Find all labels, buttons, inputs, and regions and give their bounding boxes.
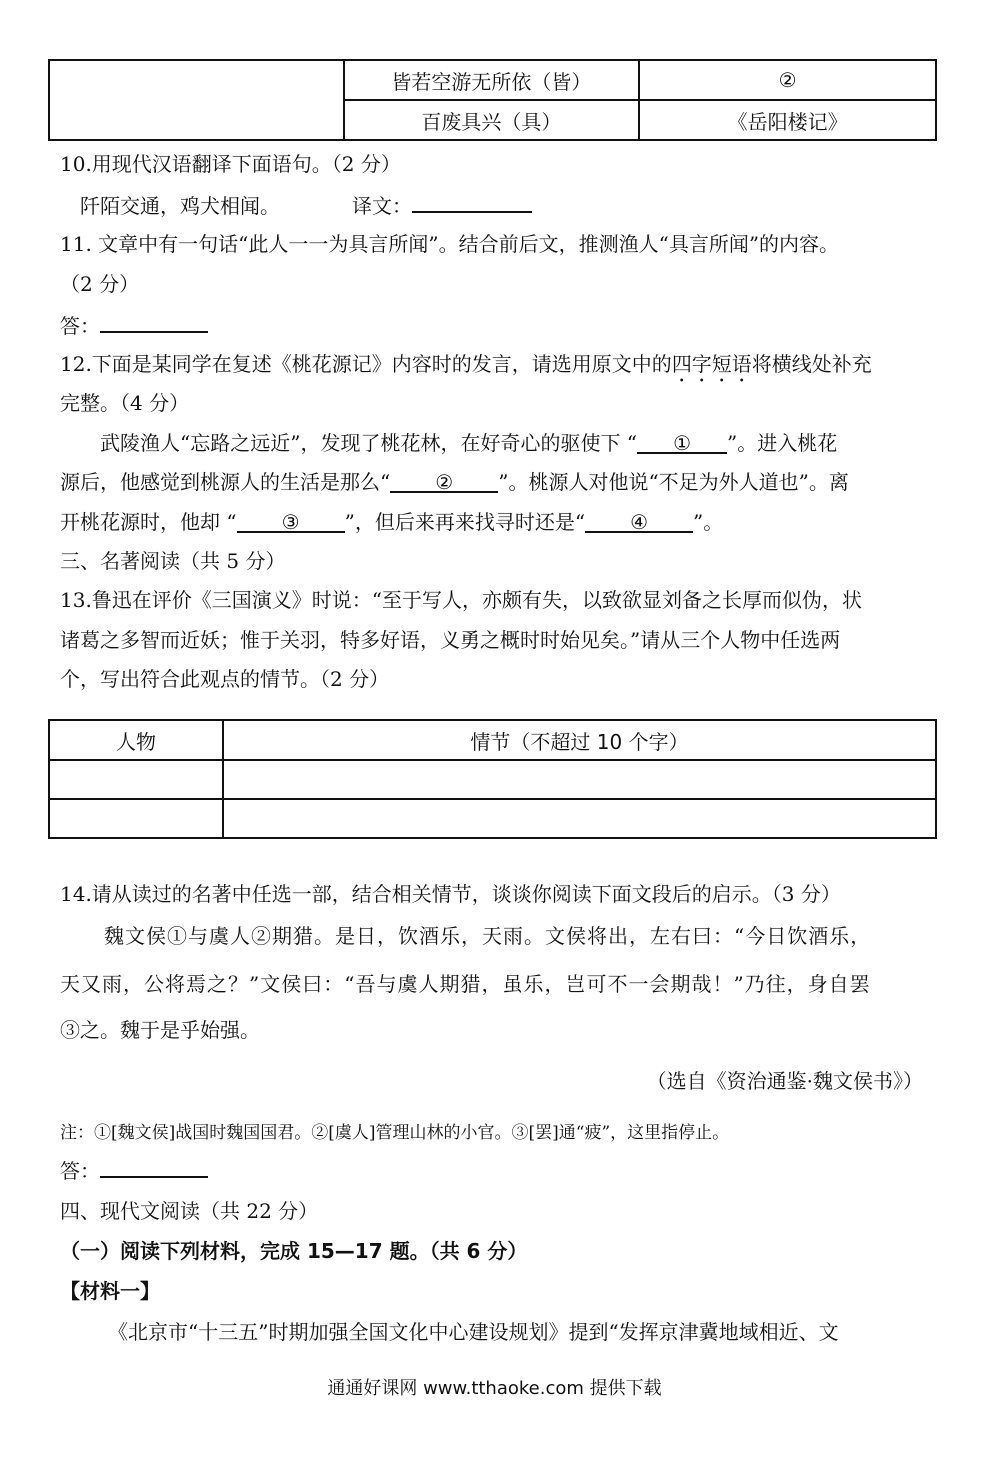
- q12-text: ”。进入桃花: [727, 431, 838, 455]
- top-table-cell: 《岳阳楼记》: [639, 100, 936, 140]
- top-table-cell: ②: [639, 60, 936, 100]
- q12-emphasis: 四字短语: [671, 352, 752, 376]
- q13-input-person[interactable]: [49, 799, 223, 838]
- q13-input-plot[interactable]: [223, 799, 936, 838]
- section4-subtitle: （一）阅读下列材料，完成 15—17 题。（共 6 分）: [60, 1239, 528, 1263]
- q10-answer-label: 译文：: [352, 194, 412, 218]
- q13-input-plot[interactable]: [223, 760, 936, 799]
- top-table: [48, 59, 937, 141]
- q12-line1: [60, 350, 872, 387]
- q11-answer-label: 答：: [60, 314, 100, 338]
- q10-answer-blank[interactable]: [412, 191, 532, 213]
- top-table-cell-empty: [49, 60, 344, 140]
- q12-blank-2[interactable]: ②: [390, 471, 498, 493]
- q14-answer-label: 答：: [60, 1159, 100, 1183]
- q10-line: [80, 191, 532, 220]
- q10-title: 10.用现代汉语翻译下面语句。（2 分）: [60, 152, 401, 176]
- material1-heading: 【材料一】: [60, 1279, 160, 1303]
- q12-text: 将横线处补充: [751, 352, 872, 376]
- q14-title: 14.请从读过的名著中任选一部，结合相关情节，谈谈你阅读下面文段后的启示。（3 分）: [60, 882, 841, 906]
- q14-passage-line1: 魏文侯①与虞人②期猎。是日，饮酒乐，天雨。文侯将出，左右曰：“今日饮酒乐，: [104, 924, 872, 948]
- q13-line2: 诸葛之多智而近妖；惟于关羽，特多好语，义勇之概时时始见矣。”请从三个人物中任选两: [60, 628, 841, 652]
- q12-text: 武陵渔人“忘路之远近”，发现了桃花林，在好奇心的驱使下 “: [100, 431, 638, 455]
- q12-blank-1[interactable]: ①: [637, 432, 727, 454]
- q13-col-header-person: 人物: [49, 720, 223, 760]
- q12-line2: 完整。（4 分）: [60, 391, 190, 415]
- page-footer: 通通好课网 www.tthaoke.com 提供下载: [327, 1378, 662, 1399]
- q13-input-person[interactable]: [49, 760, 223, 799]
- q12-blank-3[interactable]: ③: [237, 511, 345, 533]
- q14-answer-blank[interactable]: [100, 1156, 208, 1178]
- q13-table: [48, 719, 937, 839]
- q12-text: ”，但后来再来找寻时还是“: [344, 510, 586, 534]
- q10-sentence: 阡陌交通，鸡犬相闻。: [80, 194, 280, 218]
- q11-line2: （2 分）: [60, 272, 140, 296]
- q12-text: 开桃花源时，他却 “: [60, 510, 237, 534]
- q12-blank-4[interactable]: ④: [585, 511, 693, 533]
- q12-text: 源后，他感觉到桃源人的生活是那么“: [60, 470, 391, 494]
- section4-title: 四、现代文阅读（共 22 分）: [60, 1199, 319, 1223]
- q13-line1: 13.鲁迅在评价《三国演义》时说：“至于写人，亦颇有失，以致欲显刘备之长厚而似伪，状: [60, 588, 863, 612]
- q12-para-line2: [60, 468, 849, 496]
- q13-col-header-plot: 情节（不超过 10 个字）: [223, 720, 936, 760]
- top-table-cell: 百废具兴（具）: [344, 100, 640, 140]
- q11-answer-line: [60, 311, 208, 340]
- q12-text: ”。桃源人对他说“不足为外人道也”。离: [498, 470, 849, 494]
- material1-text: 《北京市“十三五”时期加强全国文化中心建设规划》提到“发挥京津冀地域相近、文: [108, 1320, 839, 1344]
- q14-answer-line: [60, 1156, 208, 1185]
- q14-source: （选自《资治通鉴·魏文侯书》）: [646, 1069, 923, 1093]
- q12-text: ”。: [693, 510, 724, 534]
- q14-passage-line2: 天又雨，公将焉之？”文侯曰：“吾与虞人期猎，虽乐，岂可不一会期哉！”乃往，身自罢: [60, 972, 871, 996]
- q11-line1: 11. 文章中有一句话“此人一一为具言所闻”。结合前后文，推测渔人“具言所闻”的内容。: [60, 232, 840, 256]
- q14-passage-line3: ③之。魏于是乎始强。: [60, 1018, 260, 1042]
- q12-text: 12.下面是某同学在复述《桃花源记》内容时的发言，请选用原文中的: [60, 352, 672, 376]
- section3-title: 三、名著阅读（共 5 分）: [60, 549, 286, 573]
- top-table-cell: 皆若空游无所依（皆）: [344, 60, 640, 100]
- q13-line3: 个，写出符合此观点的情节。（2 分）: [60, 667, 390, 691]
- q12-para-line3: [60, 508, 723, 536]
- q11-answer-blank[interactable]: [100, 311, 208, 333]
- q12-para-line1: [100, 429, 837, 457]
- q14-note: 注：①[魏文侯]战国时魏国国君。②[虞人]管理山林的小官。③[罢]通“疲”，这里指停止。: [60, 1123, 730, 1143]
